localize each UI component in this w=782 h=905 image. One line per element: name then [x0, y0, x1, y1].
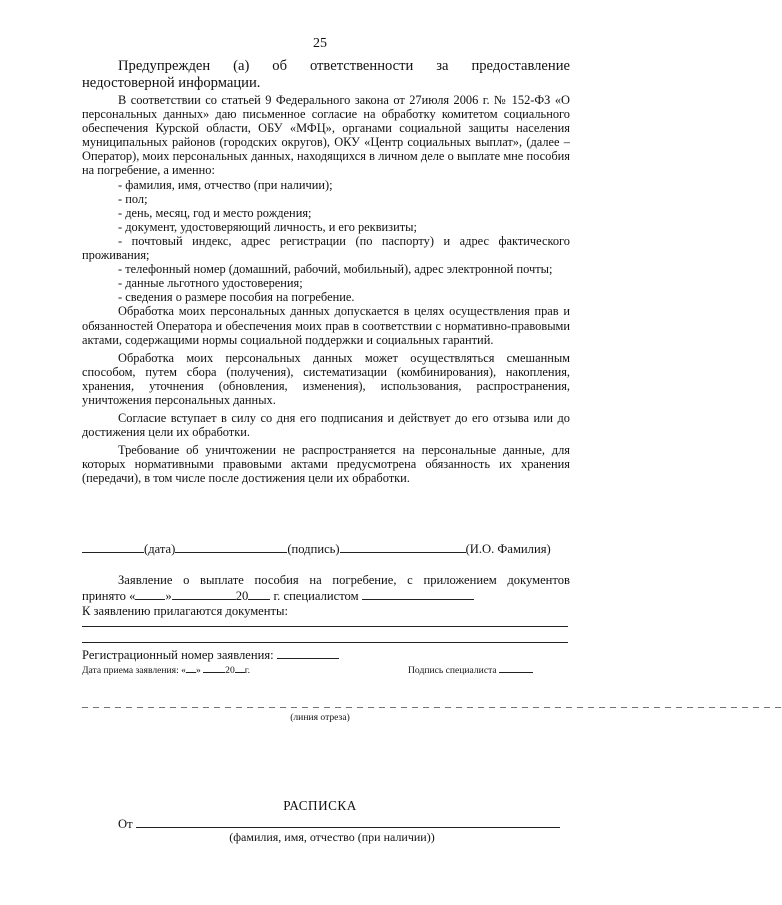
cut-line-label: (линия отреза)	[290, 712, 350, 723]
consent-text	[82, 58, 570, 486]
accepted-line: принято « » 20 г. специалистом	[82, 587, 570, 603]
attachments-line-1[interactable]	[82, 626, 568, 627]
accepted-text: Заявление о выплате пособия на погребение, с приложением документов	[118, 573, 570, 587]
list-item: - почтовый индекс, адрес регистрации (по паспорту) и адрес фактического проживания;	[82, 233, 570, 263]
personal-data-list	[82, 178, 570, 305]
list-item: - документ, удостоверяющий личность, и его реквизиты;	[118, 219, 417, 234]
cut-line: – – – – – – – – – – – – – – – – – – – – – – – – – – – – – – – – – – – – – – – – – – – – – – – – – – – – – – – – – – – – – – – –	[82, 699, 782, 713]
page-number: 25	[313, 36, 327, 51]
receipt-date-row: Дата приема заявления: « » 20 г.	[82, 665, 251, 676]
from-label: От	[118, 817, 133, 831]
accepted-year-field[interactable]	[248, 587, 270, 600]
receipt-year-field[interactable]	[235, 663, 245, 673]
signature-row	[82, 540, 570, 557]
specialist-field[interactable]	[362, 587, 474, 600]
accepted-month-field[interactable]	[172, 587, 236, 600]
paragraph-processing-purpose: Обработка моих персональных данных допускается в целях осуществления прав и обязанностей Оператора и обеспечения моих прав в соответствии с нормативно-правовыми актами, содержащими нормы социальной поддержки и социальных гарантий.	[82, 304, 570, 347]
from-name-field[interactable]	[136, 815, 560, 828]
list-item: - сведения о размере пособия на погребение.	[118, 290, 355, 305]
registration-row	[82, 646, 339, 663]
receipt-month-field[interactable]	[203, 663, 225, 673]
signature-field[interactable]	[175, 540, 287, 553]
name-field[interactable]	[340, 540, 466, 553]
specialist-signature-field[interactable]	[499, 663, 533, 673]
paragraph-validity: Согласие вступает в силу со дня его подписания и действует до его отзыва или до достижения цели их обработки.	[82, 411, 570, 440]
registration-label: Регистрационный номер заявления:	[82, 648, 274, 662]
receipt-title: РАСПИСКА	[283, 798, 357, 813]
date-label: (дата)	[144, 542, 176, 556]
acceptance-block	[82, 573, 570, 618]
list-item: - телефонный номер (домашний, рабочий, мобильный), адрес электронной почты;	[118, 262, 553, 277]
name-label: (И.О. Фамилия)	[465, 542, 551, 556]
attachments-line-2[interactable]	[82, 642, 568, 643]
attachments-label: К заявлению прилагаются документы:	[82, 603, 288, 618]
paragraph-processing-method: Обработка моих персональных данных может осуществляться смешанным способом, путем сбора (получения), систематизации (комбинирования), накопления, хранения, уточнения (обновления, изменения), использования, распространения, уничтожения персональных данных.	[82, 350, 570, 407]
specialist-signature-label: Подпись специалиста	[408, 665, 497, 676]
registration-number-field[interactable]	[277, 646, 339, 659]
list-item: - фамилия, имя, отчество (при наличии);	[118, 177, 333, 192]
receipt-day-field[interactable]	[186, 663, 196, 673]
list-item: - пол;	[118, 191, 148, 206]
specialist-signature-row	[408, 663, 533, 676]
list-item: - данные льготного удостоверения;	[118, 276, 303, 291]
warning-line-1: Предупрежден (а) об ответственности за предоставление	[118, 58, 570, 74]
paragraph-consent: В соответствии со статьей 9 Федерального закона от 27июля 2006 г. № 152-ФЗ «О персональных данных» даю письменное согласие на обработку комитетом социального обеспечения Курской области, ОБУ «МФЦ», органами социальной защиты населения муниципальных районов (городских округов), ОКУ «Центр социальных выплат», (далее – Оператор), моих персональных данных, находящихся в личном деле о выплате мне пособия на погребение, а именно:	[82, 93, 570, 178]
accepted-day-field[interactable]	[135, 587, 165, 600]
paragraph-destruction: Требование об уничтожении не распространяется на персональные данные, для которых нормативными правовыми актами предусмотрена обязанность их хранения (передачи), в том числе после достижения цели их обработки.	[82, 443, 570, 486]
fio-label: (фамилия, имя, отчество (при наличии))	[229, 830, 435, 844]
date-field[interactable]	[82, 540, 144, 553]
list-item: - день, месяц, год и место рождения;	[118, 205, 312, 220]
signature-label: (подпись)	[287, 542, 340, 556]
warning-line-2: недостоверной информации.	[82, 74, 261, 91]
